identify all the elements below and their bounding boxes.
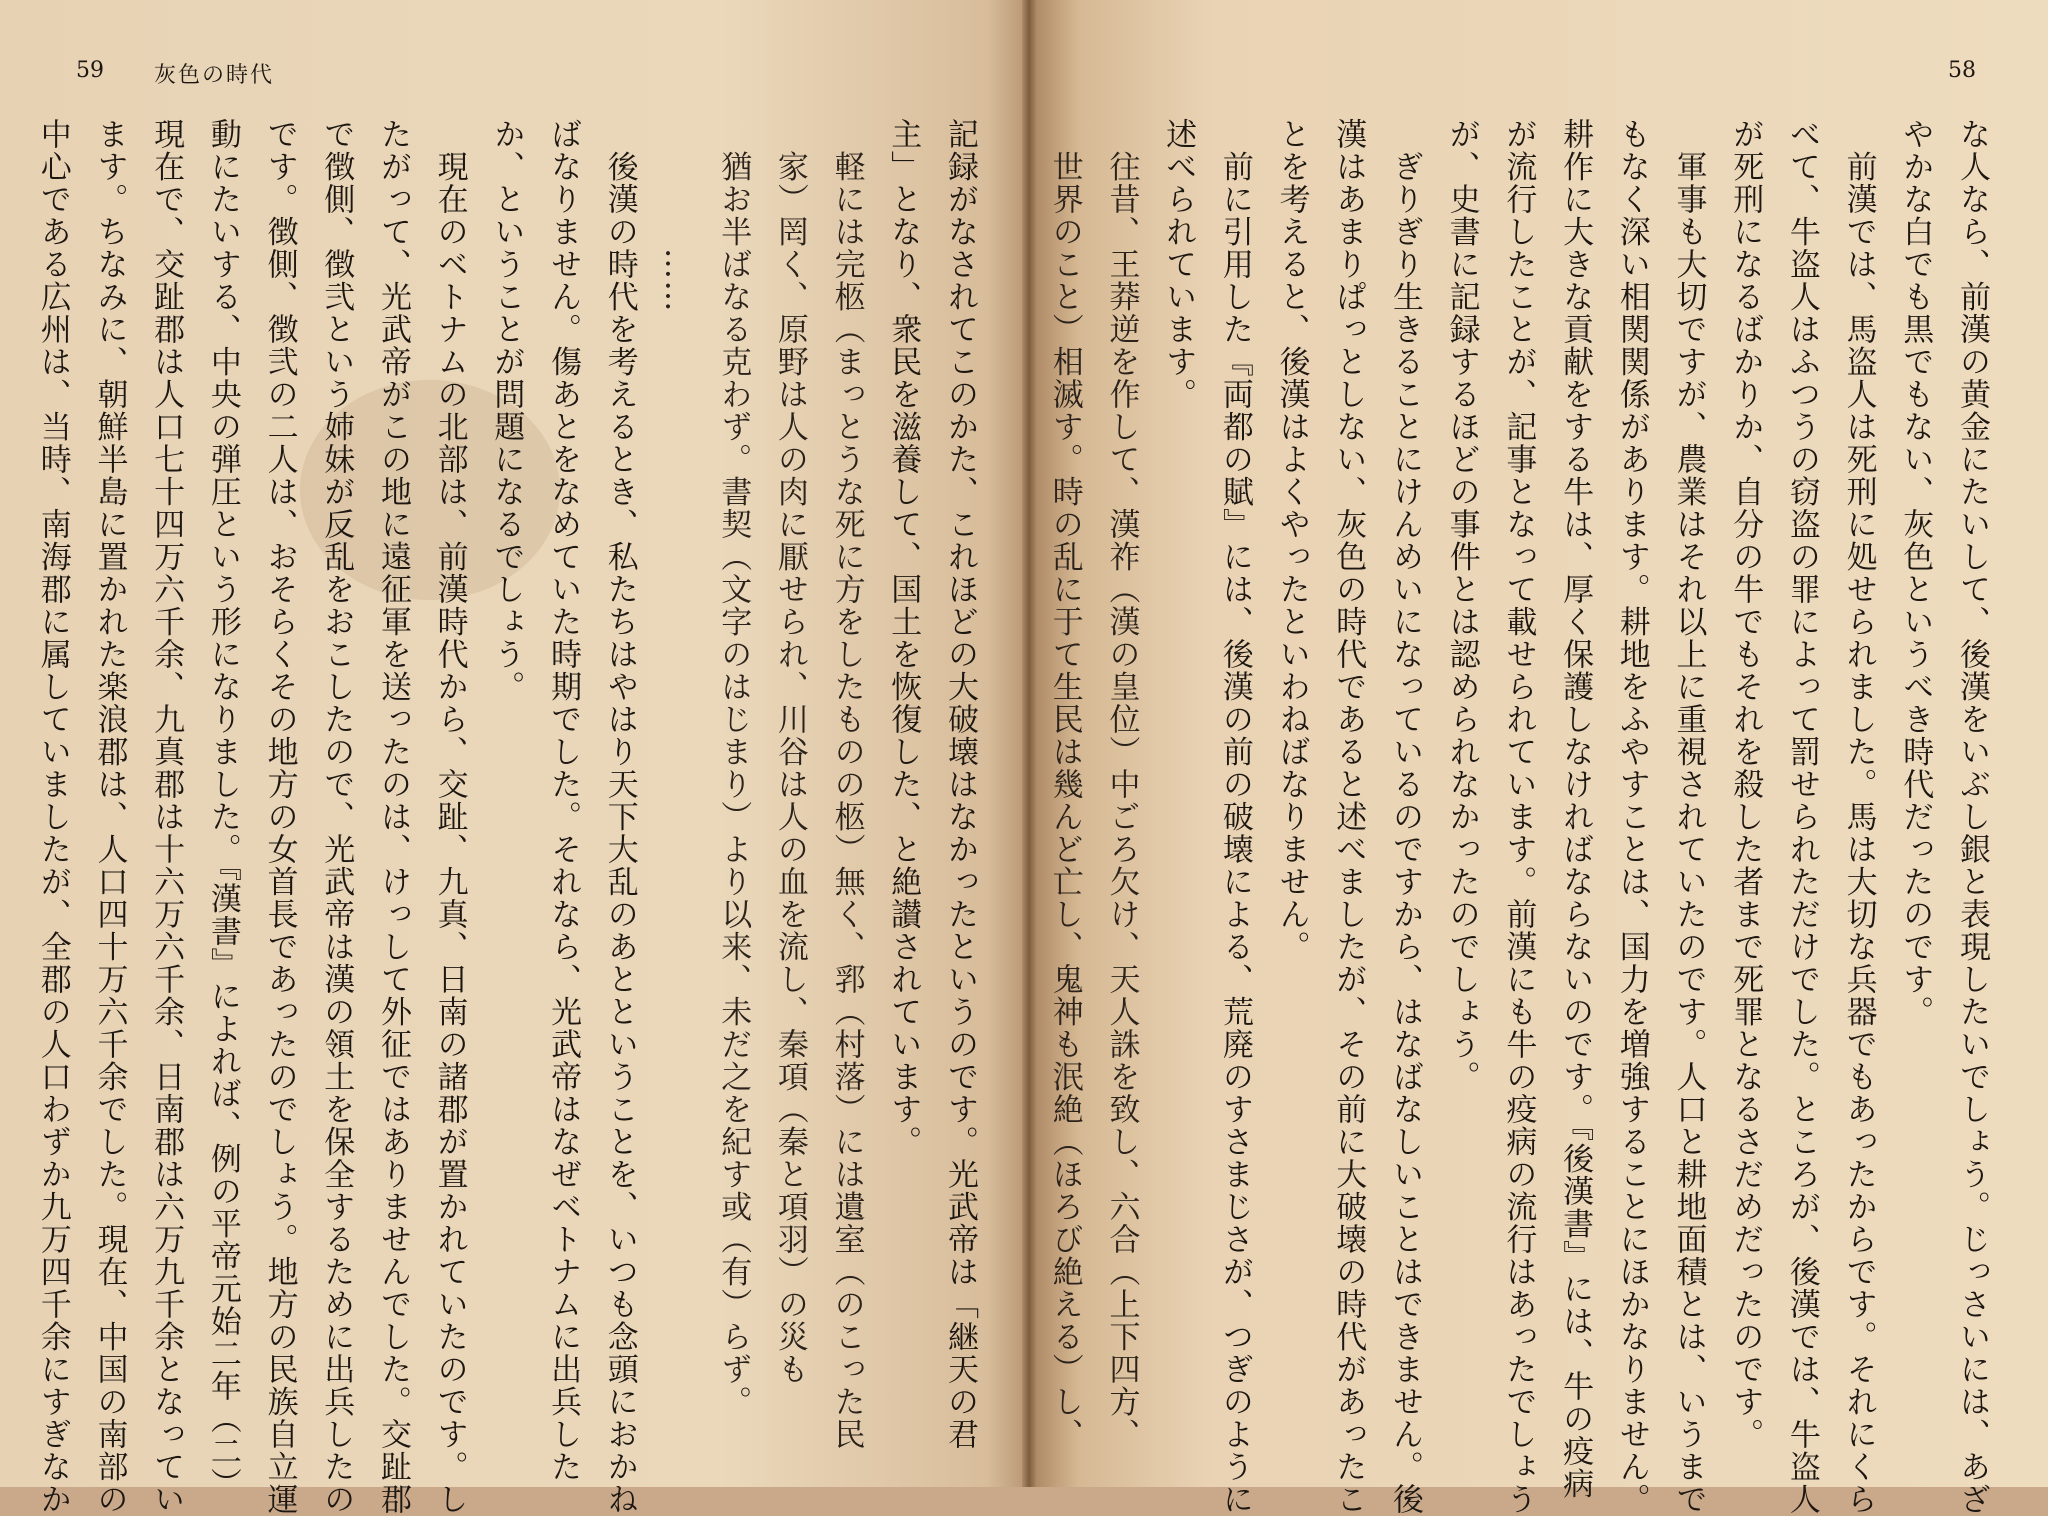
text-line: ばなりません。傷あとをなめていた時期でした。それなら、光武帝はなぜベトナムに出兵した [545, 118, 582, 1483]
text-line: べて、牛盗人はふつうの窃盗の罪によって罰せられただけでした。ところが、後漢では、牛盗人 [1783, 118, 1820, 1516]
text-line: ぎりぎり生きることにけんめいになっているのですから、はなばなしいことはできません。後 [1386, 118, 1423, 1516]
text-line: 耕作に大きな貢献をする牛は、厚く保護しなければならないのです。『後漢書』には、牛の疫病 [1557, 118, 1594, 1500]
quoted-fu-line: 家）罔く、原野は人の肉に厭せられ、川谷は人の血を流し、秦項（秦と項羽）の災も [771, 118, 808, 1386]
text-line: 現在のベトナムの北部は、前漢時代から、交趾、九真、日南の諸郡が置かれていたのです。し [431, 118, 468, 1516]
text-line: が死刑になるばかりか、自分の牛でもそれを殺した者まで死罪となるさだめだったのです。 [1727, 118, 1764, 1451]
text-line: もなく深い相関関係があります。耕地をふやすことは、国力を増強することにほかなりません。 [1613, 118, 1650, 1516]
book-gutter [1022, 0, 1036, 1487]
text-line: 後漢の時代を考えるとき、私たちはやはり天下大乱のあとということを、いつも念頭におかね [601, 118, 638, 1516]
text-line: で徴側、徴弐という姉妹が反乱をおこしたので、光武帝は漢の領土を保全するために出兵したの [318, 118, 355, 1516]
text-line: 前に引用した『両都の賦』には、後漢の前の破壊による、荒廃のすさまじさが、つぎのように [1216, 118, 1253, 1516]
text-line: 中心である広州は、当時、南海郡に属していましたが、全郡の人口わずか九万四千余にすぎなか [34, 118, 71, 1516]
text-line: 述べられています。 [1160, 118, 1197, 411]
page-number: 58 [1948, 58, 1976, 83]
text-line: 動にたいする、中央の弾圧という形になりました。『漢書』によれば、例の平帝元始二年（二） [204, 118, 241, 1500]
ellipsis: …… [658, 118, 695, 313]
text-line: やかな白でも黒でもない、灰色というべき時代だったのです。 [1897, 118, 1934, 1028]
text-line: 前漢では、馬盗人は死刑に処せられました。馬は大切な兵器でもあったからです。それにくら [1840, 118, 1877, 1516]
quoted-fu-line: 猶お半ばなる克わず。書契（文字のはじまり）より以来、未だ之を紀す或（有）らず。 [715, 118, 752, 1418]
text-line: ます。ちなみに、朝鮮半島に置かれた楽浪郡は、人口四十万六千余でした。現在、中国の南部の [91, 118, 128, 1516]
text-line: か、ということが問題になるでしょう。 [488, 118, 525, 703]
text-line: 記録がなされてこのかた、これほどの大破壊はなかったというのです。光武帝は「継天の君 [942, 118, 978, 1451]
text-line: 軍事も大切ですが、農業はそれ以上に重視されていたのです。人口と耕地面積とは、いうまで [1670, 118, 1707, 1516]
text-line: な人なら、前漢の黄金にたいして、後漢をいぶし銀と表現したいでしょう。じっさいには、あざ [1954, 118, 1990, 1516]
text-line: 現在で、交趾郡は人口七十四万六千余、九真郡は十六万六千余、日南郡は六万九千余となってい [148, 118, 185, 1516]
right-page [1028, 0, 2048, 1516]
right-body-text [1046, 118, 2000, 1516]
page-number: 59 [76, 58, 104, 83]
text-line: 主」となり、衆民を滋養して、国土を恢復した、と絶讃されています。 [885, 118, 922, 1158]
quoted-fu-line: 世界のこと）相滅す。時の乱に于て生民は幾んど亡し、鬼神も泯絶（ほろび絶える）し、 [1046, 118, 1083, 1451]
text-line: 漢はあまりぱっとしない、灰色の時代であると述べましたが、その前に大破壊の時代があったこ [1330, 118, 1367, 1516]
text-line: とを考えると、後漢はよくやったといわねばなりません。 [1273, 118, 1310, 963]
quoted-fu-line: 往昔、王莽逆を作して、漢祚（漢の皇位）中ごろ欠け、天人誅を致し、六合（上下四方、 [1103, 118, 1140, 1451]
text-line: たがって、光武帝がこの地に遠征軍を送ったのは、けっして外征ではありませんでした。交趾郡 [374, 118, 411, 1516]
running-head: 灰色の時代 [154, 63, 275, 88]
left-body-text [34, 118, 988, 1516]
text-line: が、史書に記録するほどの事件とは認められなかったのでしょう。 [1443, 118, 1480, 1093]
quoted-fu-line: 軽には完柩（まっとうな死に方をしたものの柩）無く、郛（村落）には遺室（のこった民 [828, 118, 865, 1451]
text-line: が流行したことが、記事となって載せられています。前漢にも牛の疫病の流行はあったでしょう [1500, 118, 1537, 1516]
text-line: です。徴側、徴弐の二人は、おそらくその地方の女首長であったのでしょう。地方の民族自立運 [261, 118, 298, 1516]
